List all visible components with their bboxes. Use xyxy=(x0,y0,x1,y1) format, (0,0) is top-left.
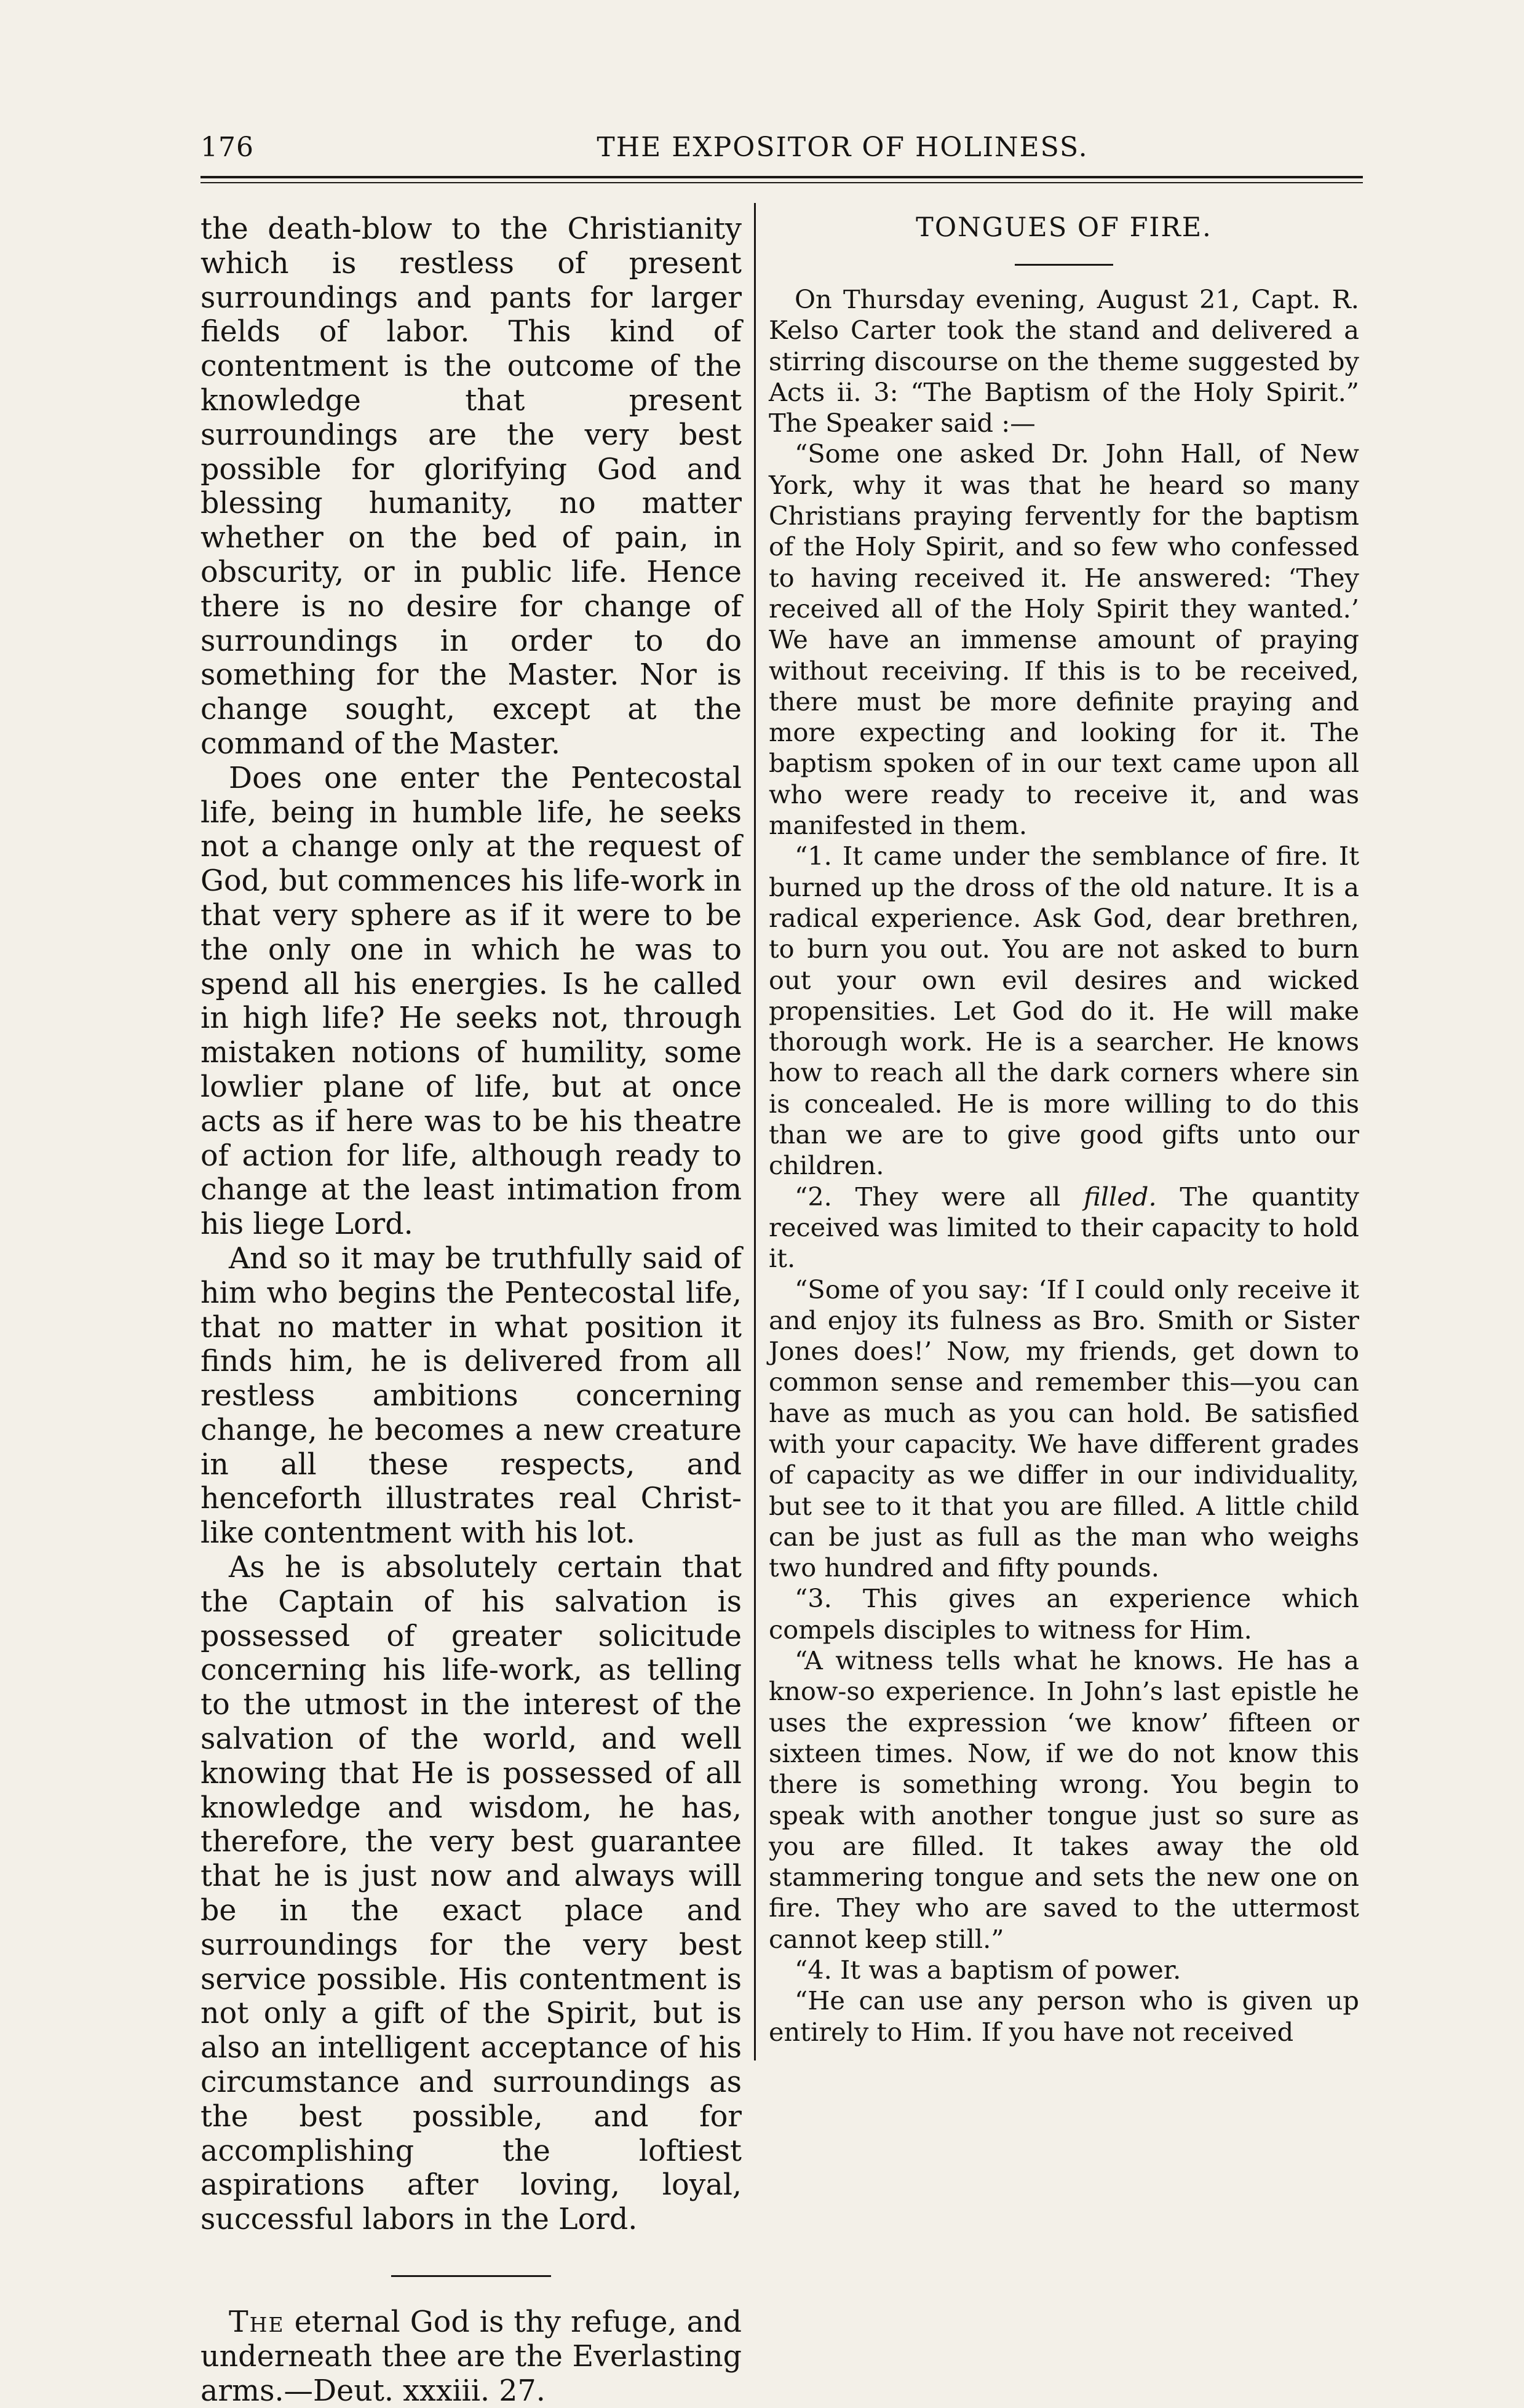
running-title: THE EXPOSITOR OF HOLINESS. xyxy=(597,132,1089,163)
left-paragraph-4: As he is absolutely certain that the Captain of his salvation is possessed of greater solicitude concerning his life-work, as telling to the utmost in the interest of the salvation of the world, and well knowing that He is possessed of all knowledge and wisdom, he has, therefore, the very best guarantee that he is just now and always will be in the exact place and surroundings for the very best service possible. His contentment is not only a gift of the Spirit, but is also an intelligent acceptance of his circumstance and surroundings as the best possible, and for accomplishing the loftiest aspirations after loving, loyal, successful labors in the Lord. xyxy=(200,1551,742,2237)
article-paragraph-8: “He can use any person who is given up entirely to Him. If you have not received xyxy=(769,1985,1359,2047)
paragraph-3-start: “2. They were all xyxy=(795,1181,1084,1212)
scripture-text: eternal God is thy refuge, and underneath thee are the Everlasting arms.—Deut. xxxiii. 27. xyxy=(200,2305,742,2408)
scripture-quote xyxy=(200,2305,742,2408)
article-paragraph-2: “1. It came under the semblance of fire. It burned up the dross of the old nature. It is a radical experience. Ask God, dear brethren, to burn you out. You are not asked to burn out your own evil desires and wicked propensities. Let God do it. He will make thorough work. He is a searcher. He knows how to reach all the dark corners where sin is concealed. He is more willing to do this than we are to give good gifts unto our children. xyxy=(769,841,1359,1181)
header-rule-thick xyxy=(200,176,1363,178)
paragraph-3-emphasis: filled. xyxy=(1084,1181,1157,1212)
header-rule-thin xyxy=(200,182,1363,183)
scripture-lead-word: The xyxy=(229,2305,285,2340)
left-paragraph-3: And so it may be truthfully said of him who begins the Pentecostal life, that no matter in what position it finds him, he is delivered from all restless ambitions concerning change, he becomes a new creature in all these respects, and henceforth illustrates real Christ-like contentment with his lot. xyxy=(200,1241,742,1551)
article-paragraph-1: “Some one asked Dr. John Hall, of New York, why it was that he heard so many Christians praying fervently for the baptism of the Holy Spirit, and so few who confessed to having received it. He answered: ‘They received all of the Holy Spirit they wanted.’ We have an immense amount of praying without receiving. If this is to be received, there must be more definite praying and more expecting and looking for it. The baptism spoken of in our text came upon all who were ready to receive it, and was manifested in them. xyxy=(769,439,1359,841)
article-paragraph-4: “Some of you say: ‘If I could only receive it and enjoy its fulness as Bro. Smith or Sister Jones does!’ Now, my friends, get down to common sense and remember this—you can have as much as you can hold. Be satisfied with your capacity. We have different grades of capacity as we differ in our individuality, but see to it that you are filled. A little child can be just as full as the man who weighs two hundred and fifty pounds. xyxy=(769,1274,1359,1583)
article-paragraph-3 xyxy=(769,1182,1359,1274)
section-divider-rule xyxy=(391,2275,551,2277)
left-column xyxy=(200,212,742,2408)
article-title: TONGUES OF FIRE. xyxy=(916,212,1212,243)
right-column xyxy=(769,212,1359,2048)
page-number: 176 xyxy=(200,132,254,163)
left-paragraph-2: Does one enter the Pentecostal life, being in humble life, he seeks not a change only at the request of God, but commences his life-work in that very sphere as if it were to be the only one in which he was to spend all his energies. Is he called in high life? He seeks not, through mistaken notions of humility, some lowlier plane of life, but at once acts as if here was to be his theatre of action for life, although ready to change at the least intimation from his liege Lord. xyxy=(200,761,742,1242)
article-intro: On Thursday evening, August 21, Capt. R. Kelso Carter took the stand and delivered a stirring discourse on the theme suggested by Acts ii. 3: “The Baptism of the Holy Spirit.” The Speaker said :— xyxy=(769,284,1359,439)
article-paragraph-6: “A witness tells what he knows. He has a know-so experience. In John’s last epistle he uses the expression ‘we know’ fifteen or sixteen times. Now, if we do not know this there is something wrong. You begin to speak with another tongue just so sure as you are filled. It takes away the old stammering tongue and sets the new one on fire. They who are saved to the uttermost cannot keep still.” xyxy=(769,1645,1359,1954)
column-divider xyxy=(754,203,756,2060)
left-paragraph-1: the death-blow to the Christianity which is restless of present surroundings and pants for larger fields of labor. This kind of contentment is the outcome of the knowledge that present surroundings are the very best possible for glorifying God and blessing humanity, no matter whether on the bed of pain, in obscurity, or in public life. Hence there is no desire for change of surroundings in order to do something for the Master. Nor is change sought, except at the command of the Master. xyxy=(200,212,742,761)
title-rule xyxy=(1015,264,1113,266)
article-paragraph-7: “4. It was a baptism of power. xyxy=(795,1955,1181,1985)
paragraph-3-end: The quantity received was limited to their capacity to hold it. xyxy=(769,1181,1359,1274)
article-paragraph-5: “3. This gives an experience which compels disciples to witness for Him. xyxy=(769,1583,1359,1645)
